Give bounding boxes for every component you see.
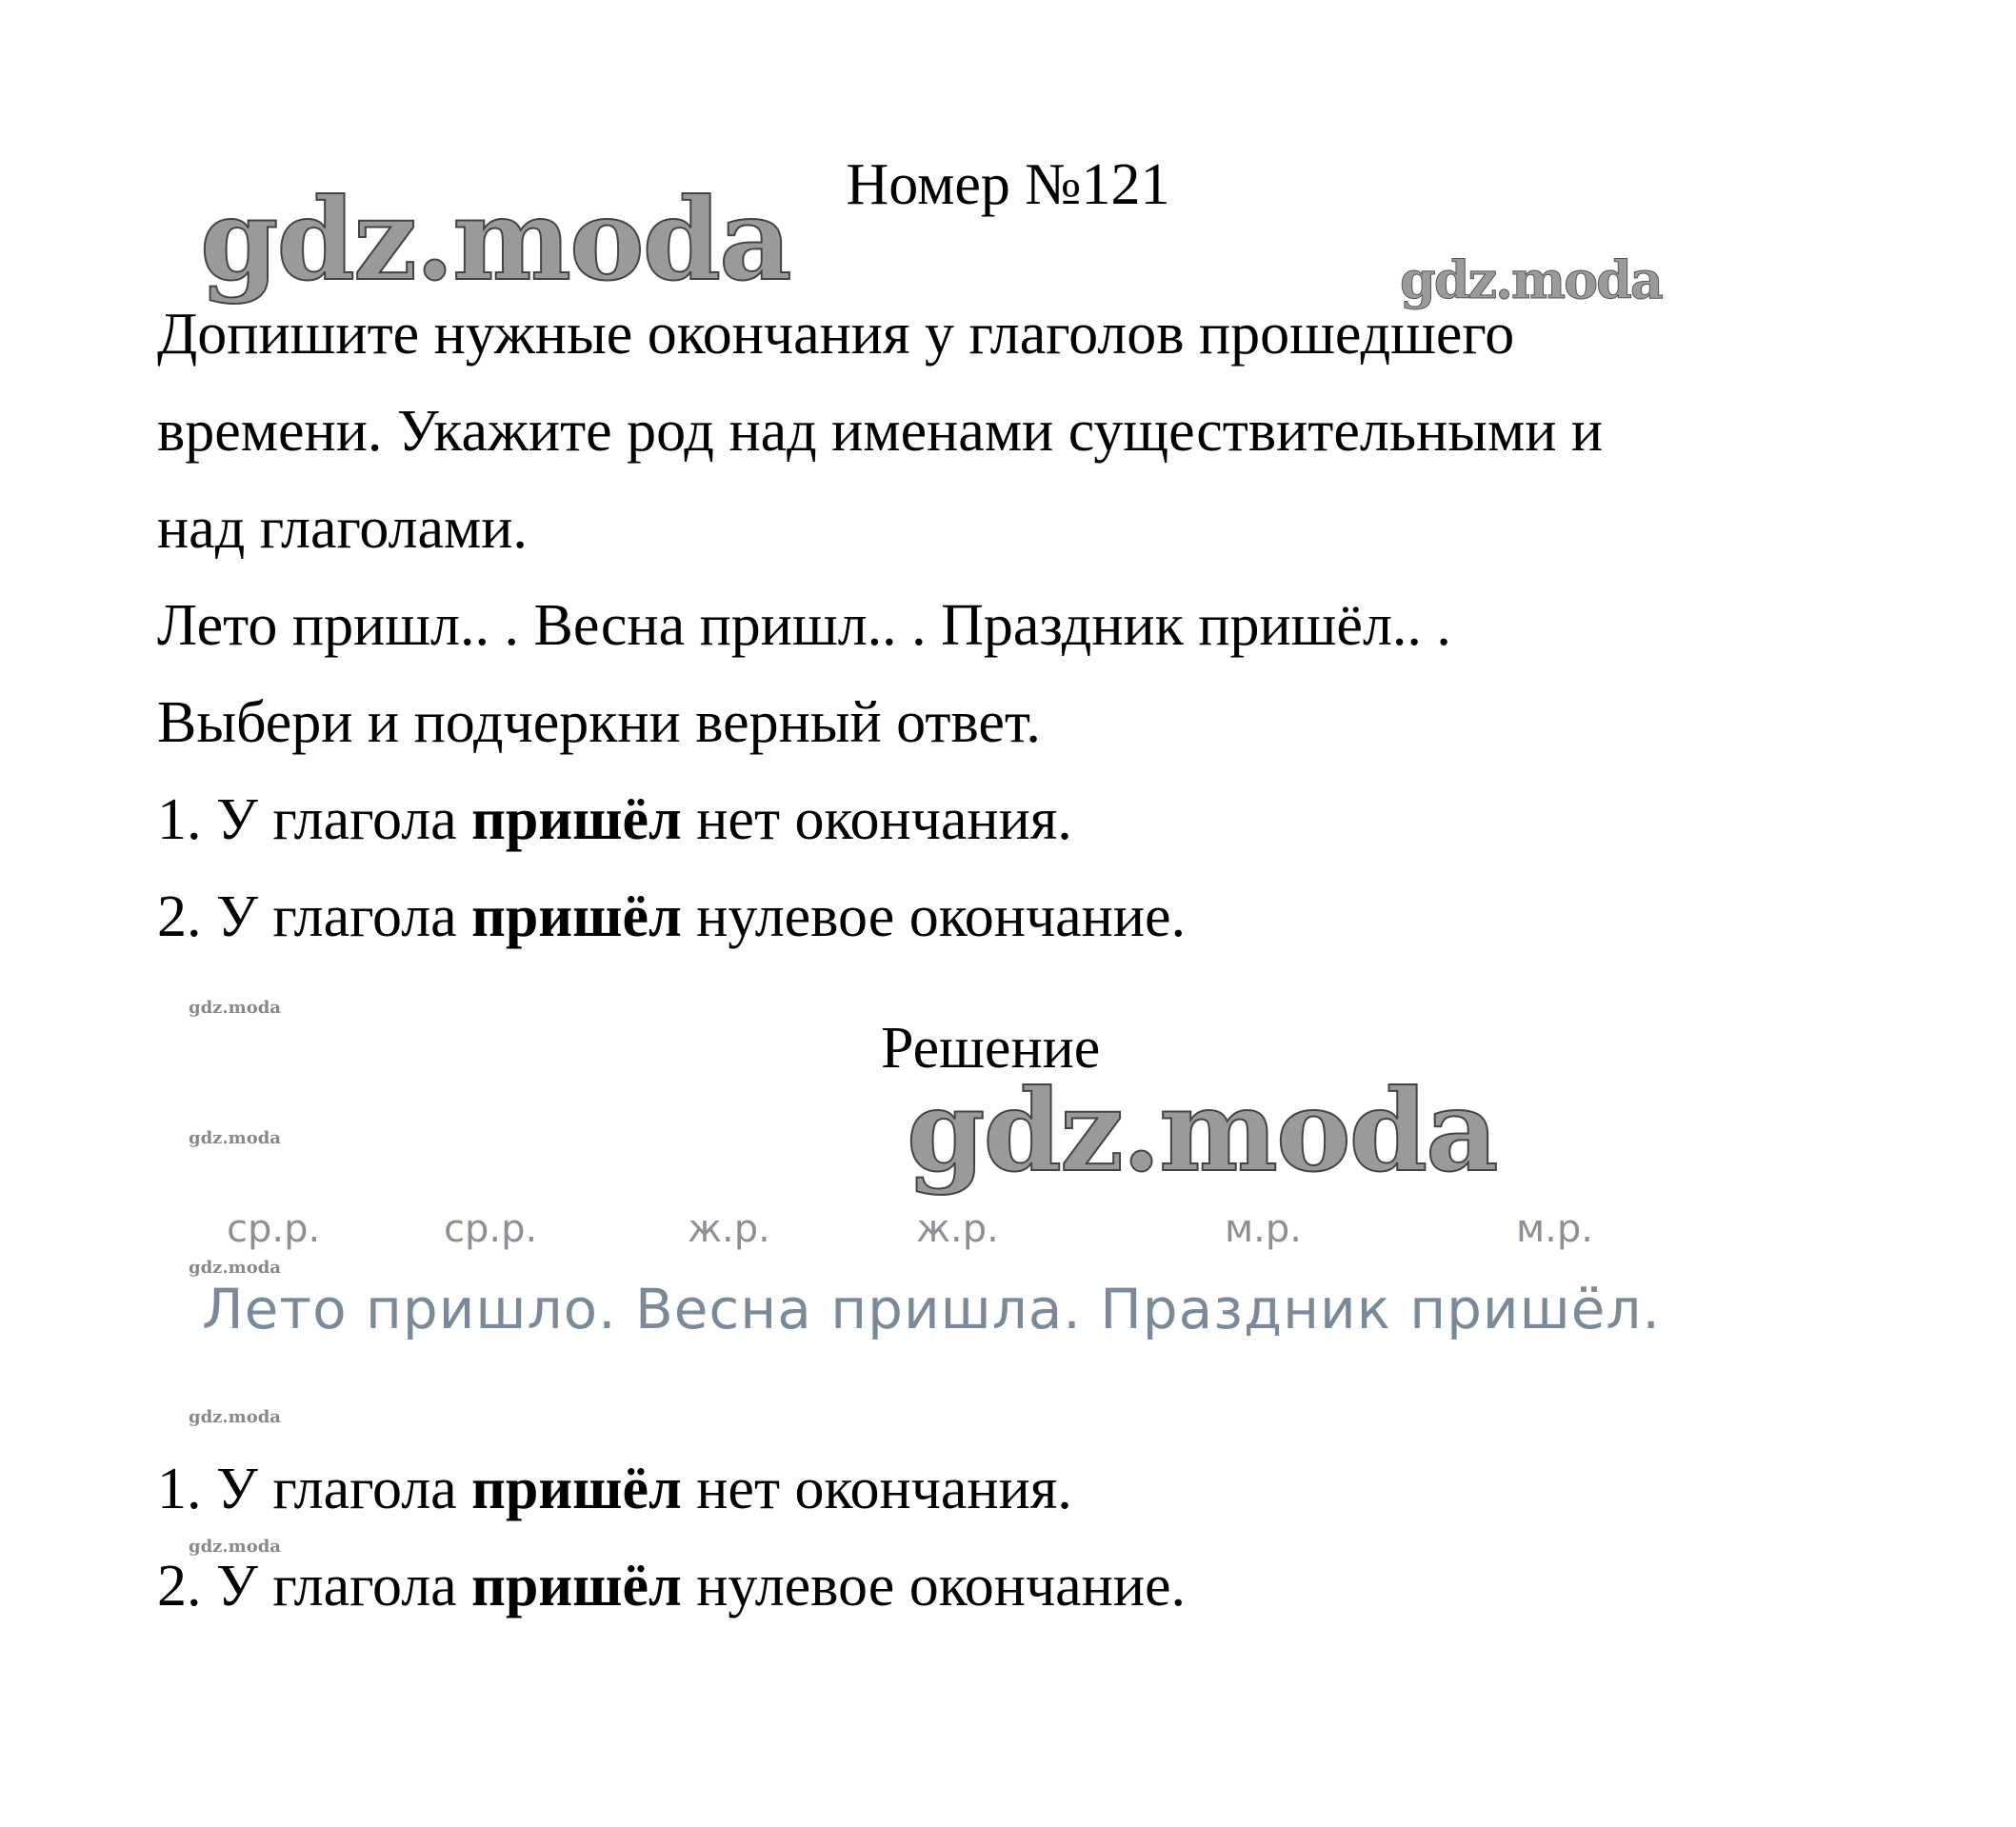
watermark-small: gdz.moda xyxy=(189,1537,281,1557)
gender-label: ж.р. xyxy=(688,1207,770,1251)
watermark-logo-medium: gdz.moda xyxy=(1400,249,1662,310)
option-verb: пришёл xyxy=(471,787,682,852)
task-line: Лето пришл.. . Весна пришл.. . Праздник пришёл.. . xyxy=(157,593,1451,658)
option-suffix: нулевое окончание. xyxy=(681,884,1187,949)
option-verb: пришёл xyxy=(471,884,682,949)
solution-title: Решение xyxy=(881,1016,1101,1081)
solution-answers xyxy=(157,1440,1186,1635)
watermark-logo-large: gdz.moda xyxy=(200,173,790,306)
task-line: времени. Укажите род над именами существительными и xyxy=(157,399,1604,464)
gender-label: ж.р. xyxy=(916,1207,999,1251)
answer-verb: пришёл xyxy=(471,1457,682,1521)
watermark-small: gdz.moda xyxy=(189,1128,281,1148)
watermark-small: gdz.moda xyxy=(189,1258,281,1278)
task-option xyxy=(157,868,1871,965)
gender-label: м.р. xyxy=(1225,1207,1302,1251)
answer-verb: пришёл xyxy=(471,1554,682,1618)
page-title: Номер №121 xyxy=(846,152,1170,217)
watermark-small: gdz.moda xyxy=(189,998,281,1018)
gender-label: м.р. xyxy=(1516,1207,1593,1251)
answer-prefix: 2. У глагола xyxy=(157,1554,472,1618)
answer-suffix: нулевое окончание. xyxy=(681,1554,1187,1618)
task-text xyxy=(157,286,1871,965)
option-prefix: 1. У глагола xyxy=(157,787,472,852)
watermark-small: gdz.moda xyxy=(189,1407,281,1427)
task-line: Выбери и подчеркни верный ответ. xyxy=(157,690,1041,755)
answer-prefix: 1. У глагола xyxy=(157,1457,472,1521)
answer-option xyxy=(157,1538,1186,1635)
gender-label: ср.р. xyxy=(227,1207,321,1251)
solution-sentence: Лето пришло. Весна пришла. Праздник пришёл. xyxy=(202,1277,1661,1341)
gender-label: ср.р. xyxy=(444,1207,538,1251)
answer-suffix: нет окончания. xyxy=(681,1457,1072,1521)
option-prefix: 2. У глагола xyxy=(157,884,472,949)
option-suffix: нет окончания. xyxy=(681,787,1072,852)
task-line: над глаголами. xyxy=(157,496,528,561)
task-line: Допишите нужные окончания у глаголов прошедшего xyxy=(157,302,1515,367)
answer-option xyxy=(157,1440,1186,1538)
task-option xyxy=(157,771,1871,868)
watermark-logo-center: gdz.moda xyxy=(907,1064,1497,1197)
gender-labels xyxy=(0,1207,2016,1264)
